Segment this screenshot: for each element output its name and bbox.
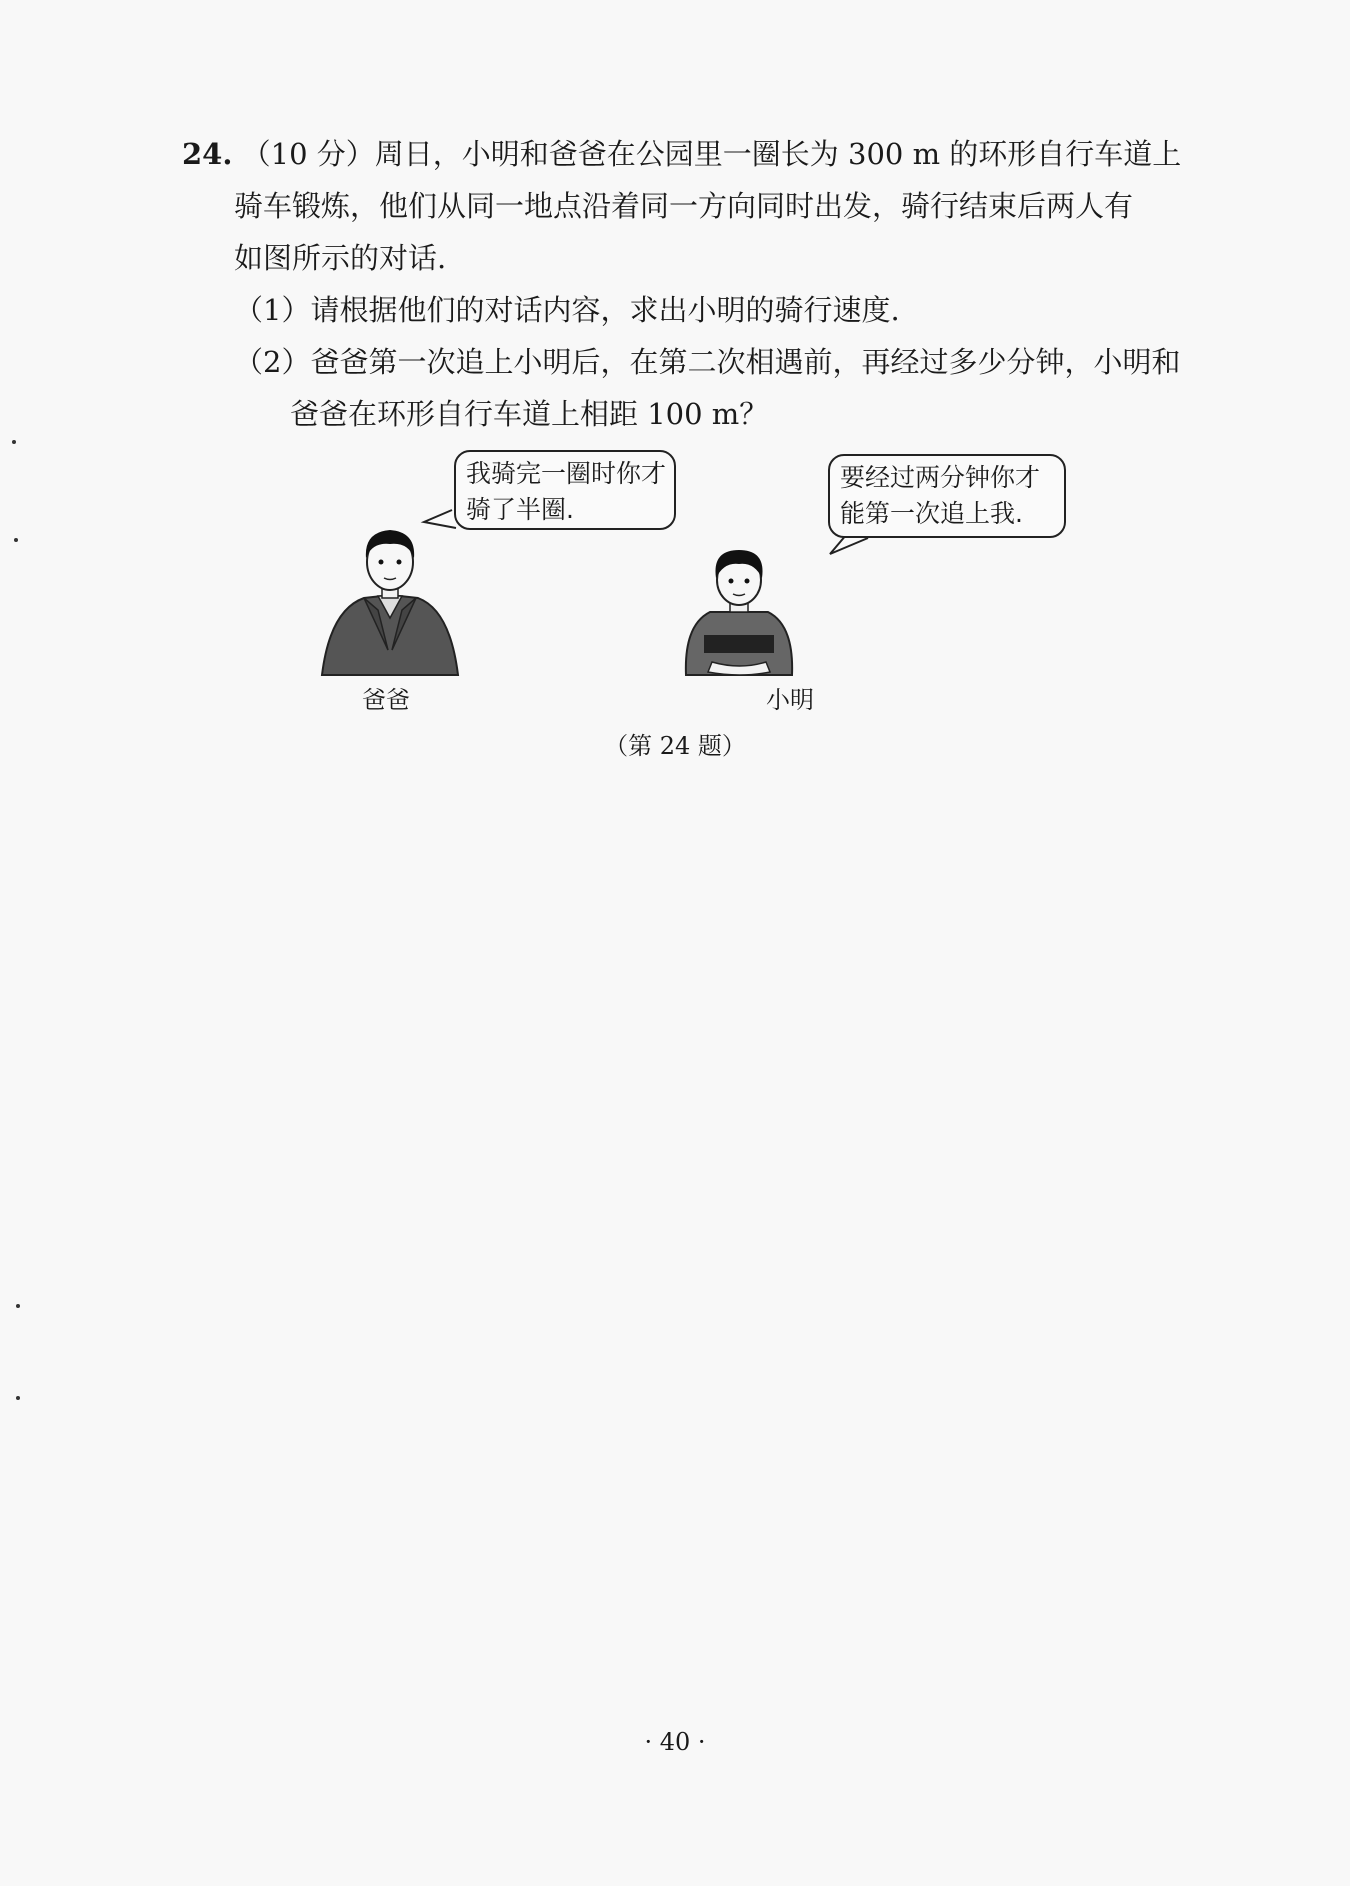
- son-label: 小明: [766, 686, 814, 714]
- question-text: （10 分）周日，小明和爸爸在公园里一圈长为 300 m 的环形自行车道上: [241, 137, 1182, 171]
- scan-speck: [12, 440, 16, 444]
- dialogue-figure: [300, 450, 1100, 760]
- dad-figure: [322, 530, 458, 675]
- son-figure: [686, 550, 792, 675]
- dad-label: 爸爸: [362, 686, 410, 714]
- sub-question-2-line-2: 爸爸在环形自行车道上相距 100 m？: [290, 397, 769, 431]
- son-speech-line-2: 能第一次追上我.: [840, 499, 1023, 528]
- scan-speck: [14, 538, 18, 542]
- dad-bubble-tail: [424, 510, 456, 528]
- sub-question-1: （1）请根据他们的对话内容，求出小明的骑行速度.: [234, 293, 900, 327]
- question-line-3: 如图所示的对话.: [234, 241, 447, 275]
- son-speech-bubble: [828, 454, 1066, 538]
- page-number: · 40 ·: [644, 1728, 706, 1756]
- scan-speck: [16, 1304, 20, 1308]
- question-line-2: 骑车锻炼，他们从同一地点沿着同一方向同时出发，骑行结束后两人有: [234, 189, 1134, 223]
- question-number: 24.: [182, 137, 233, 171]
- scan-speck: [16, 1396, 20, 1400]
- figure-caption: （第 24 题）: [604, 732, 746, 760]
- dad-speech-bubble: [454, 450, 676, 530]
- sub-question-2-line-1: （2）爸爸第一次追上小明后，在第二次相遇前，再经过多少分钟，小明和: [234, 345, 1181, 379]
- dad-speech-line-1: 我骑完一圈时你才: [466, 459, 667, 488]
- son-speech-line-1: 要经过两分钟你才: [840, 463, 1041, 492]
- question-line-1: [182, 128, 1181, 180]
- dad-speech-line-2: 骑了半圈.: [466, 495, 574, 524]
